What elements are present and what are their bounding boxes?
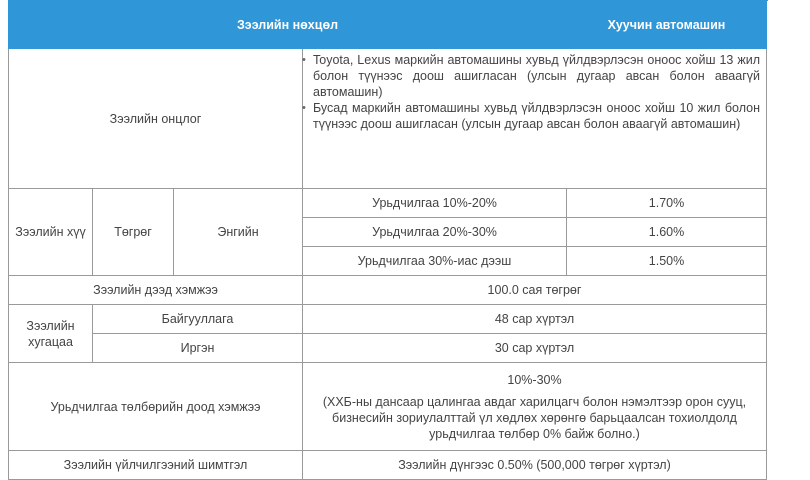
term-row-2 bbox=[9, 334, 767, 363]
rate-condition-1: Урьдчилгаа 10%-20% bbox=[303, 189, 567, 218]
fee-label: Зээлийн үйлчилгээний шимтгэл bbox=[9, 451, 303, 480]
rate-value-3: 1.50% bbox=[567, 247, 767, 276]
term-row-1 bbox=[9, 305, 767, 334]
term-who-2: Иргэн bbox=[93, 334, 303, 363]
term-label: Зээлийн хугацаа bbox=[9, 305, 93, 363]
criteria-label: Зээлийн онцлог bbox=[9, 49, 303, 189]
criteria-item-1: • Toyota, Lexus маркийн автомашины хувьд үйлдвэрлэсэн оноос хойш 13 жил болон түүнээс доош ашигласан (улсын дугаар авсан болон аваагүй автомашин) bbox=[313, 52, 760, 100]
criteria-list bbox=[313, 52, 760, 132]
rate-label: Зээлийн хүү bbox=[9, 189, 93, 276]
rate-currency: Төгрөг bbox=[93, 189, 174, 276]
rate-condition-3: Урьдчилгаа 30%-иас дээш bbox=[303, 247, 567, 276]
term-value-1: 48 сар хүртэл bbox=[303, 305, 767, 334]
criteria-row bbox=[9, 49, 767, 189]
rate-type: Энгийн bbox=[174, 189, 303, 276]
max-amount-value: 100.0 сая төгрөг bbox=[303, 276, 767, 305]
down-payment-note: (ХХБ-ны дансаар цалингаа авдаг харилцагч болон нэмэлтээр орон сууц, бизнесийн зориулалттай үл хөдлөх хөрөнгө барьцаалсан тохиолдолд урьдчилгаа төлбөр 0% байж болно.) bbox=[322, 394, 747, 441]
fee-value: Зээлийн дүнгээс 0.50% (500,000 төгрөг хүртэл) bbox=[303, 451, 767, 480]
down-payment-label: Урьдчилгаа төлбөрийн доод хэмжээ bbox=[9, 363, 303, 451]
header-conditions: Зээлийн нөхцөл bbox=[9, 1, 567, 49]
rate-condition-2: Урьдчилгаа 20%-30% bbox=[303, 218, 567, 247]
down-payment-cell bbox=[303, 363, 767, 451]
down-payment-row bbox=[9, 363, 767, 451]
rate-row-1 bbox=[9, 189, 767, 218]
criteria-description bbox=[303, 49, 767, 189]
header-used-car: Хуучин автомашин bbox=[567, 1, 767, 49]
rate-value-2: 1.60% bbox=[567, 218, 767, 247]
table-header-row bbox=[9, 1, 767, 49]
criteria-item-2: • Бусад маркийн автомашины хувьд үйлдвэрлэсэн оноос хойш 10 жил болон түүнээс доош ашигласан (улсын дугаар авсан болон аваагүй автомашин) bbox=[313, 100, 760, 132]
term-who-1: Байгууллага bbox=[93, 305, 303, 334]
loan-conditions-table bbox=[8, 0, 767, 480]
fee-row bbox=[9, 451, 767, 480]
term-value-2: 30 сар хүртэл bbox=[303, 334, 767, 363]
max-amount-row bbox=[9, 276, 767, 305]
rate-value-1: 1.70% bbox=[567, 189, 767, 218]
max-amount-label: Зээлийн дээд хэмжээ bbox=[9, 276, 303, 305]
down-payment-value: 10%-30% bbox=[507, 372, 562, 387]
